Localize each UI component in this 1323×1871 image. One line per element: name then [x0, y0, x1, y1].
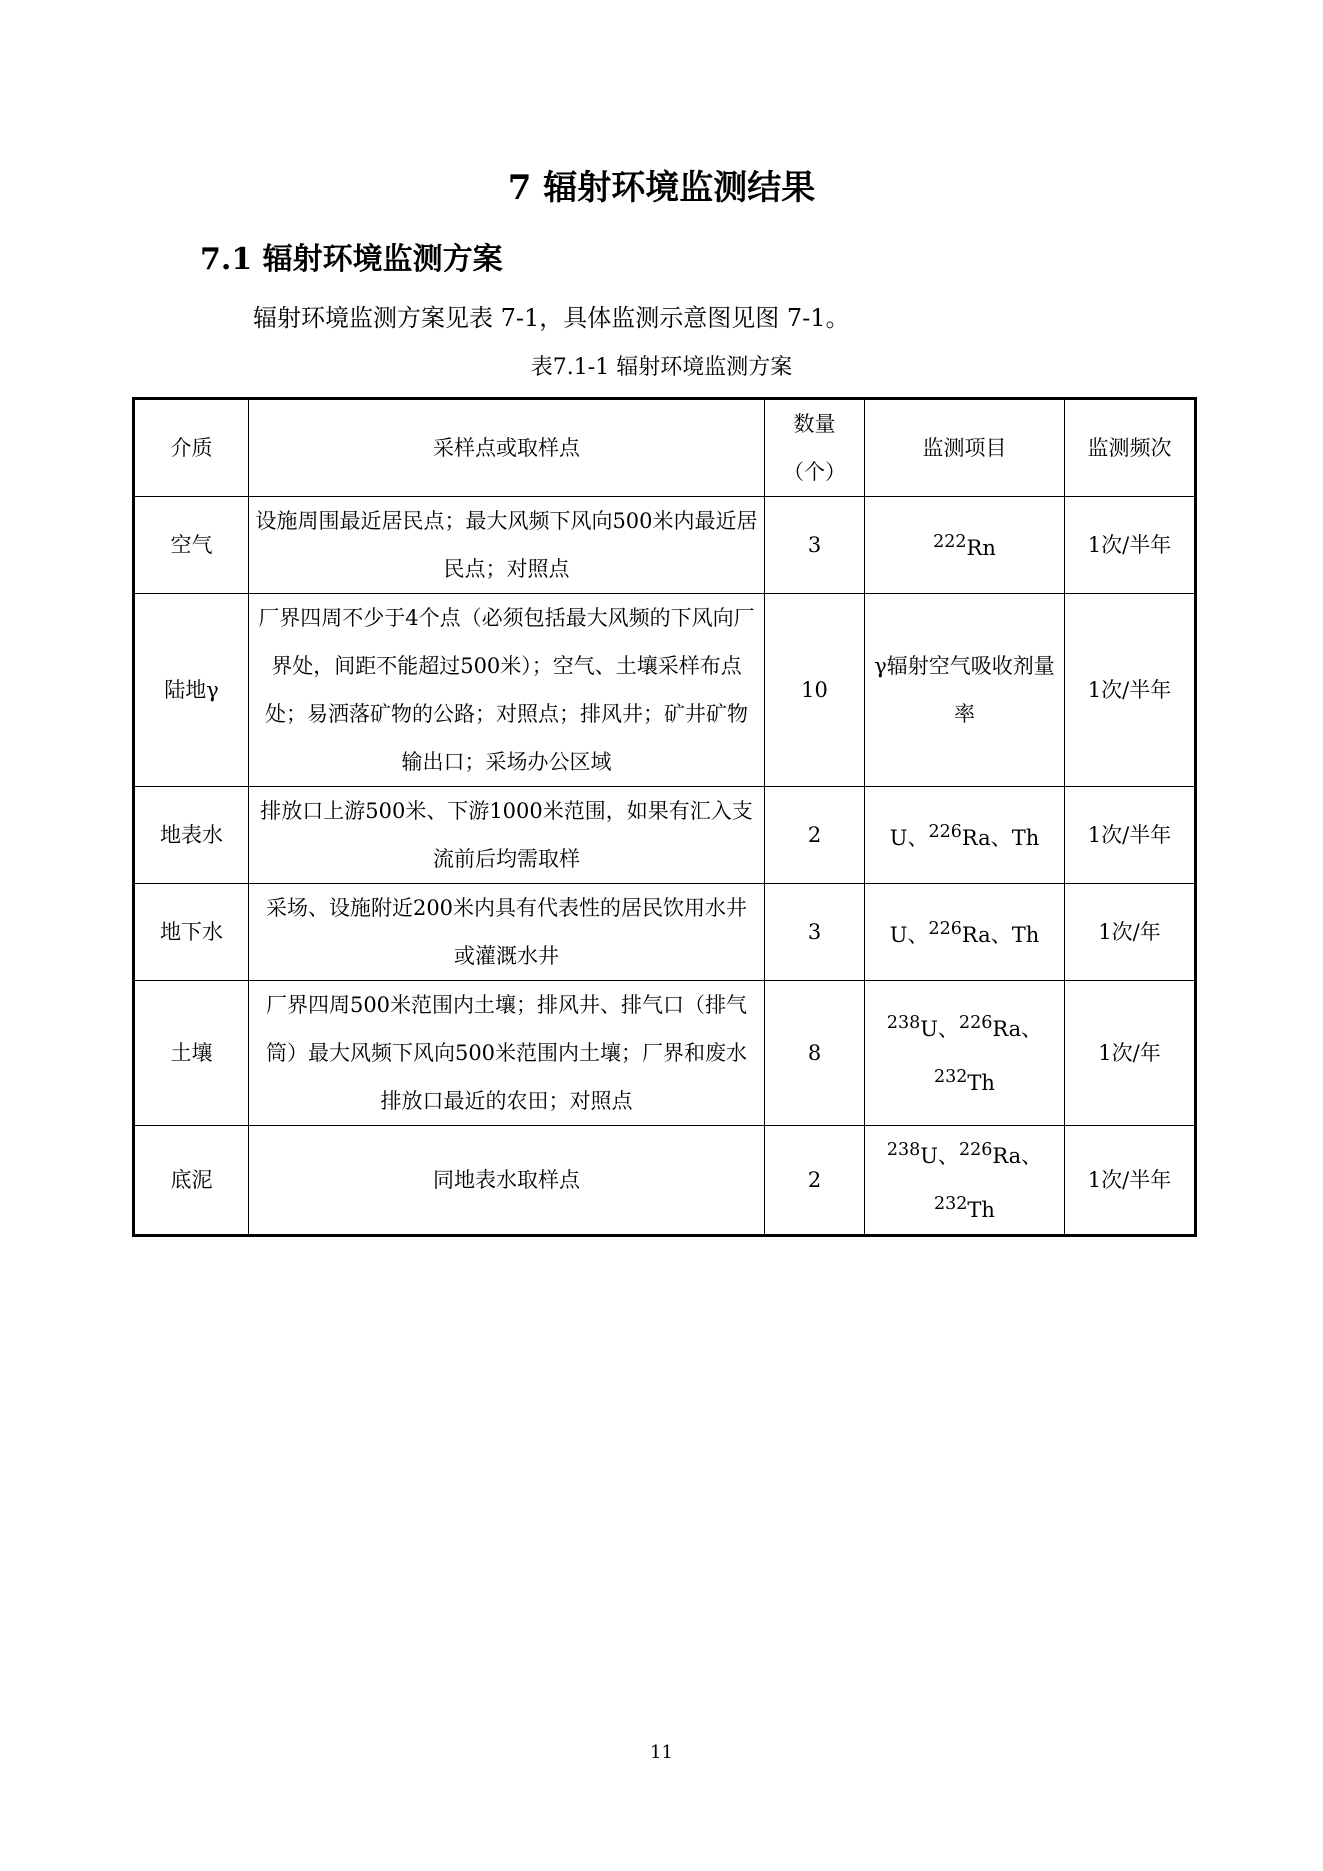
header-medium: 介质 — [134, 399, 249, 497]
isotope-mass: 226 — [928, 919, 962, 939]
cell-items — [865, 1126, 1065, 1236]
cell-quantity: 3 — [765, 497, 865, 594]
table-row — [134, 981, 1196, 1126]
cell-items — [865, 981, 1065, 1126]
cell-items — [865, 884, 1065, 981]
cell-frequency: 1次/半年 — [1065, 497, 1196, 594]
cell-items — [865, 787, 1065, 884]
monitoring-plan-table — [132, 397, 1197, 1237]
header-quantity-line1: 数量 — [793, 412, 836, 436]
header-frequency: 监测频次 — [1065, 399, 1196, 497]
item-text: U、 — [920, 1144, 959, 1168]
isotope-mass: 226 — [958, 1140, 993, 1160]
item-text: U、 — [920, 1017, 959, 1041]
isotope-mass: 222 — [933, 532, 967, 552]
table-caption: 表7.1-1 辐射环境监测方案 — [530, 355, 793, 380]
cell-points: 排放口上游500米、下游1000米范围，如果有汇入支流前后均需取样 — [249, 787, 765, 884]
section-heading: 7.1 辐射环境监测方案 — [200, 242, 503, 277]
table-row — [134, 787, 1196, 884]
cell-frequency: 1次/半年 — [1065, 1126, 1196, 1236]
item-text: Th — [967, 1198, 995, 1222]
table-row — [134, 497, 1196, 594]
cell-points: 同地表水取样点 — [249, 1126, 765, 1236]
cell-frequency: 1次/年 — [1065, 884, 1196, 981]
isotope-mass: 232 — [934, 1067, 968, 1087]
item-text: Ra、Th — [961, 923, 1040, 947]
item-text: Ra、 — [992, 1144, 1043, 1168]
header-quantity-line2: （个） — [783, 460, 846, 484]
intro-paragraph: 辐射环境监测方案见表 7-1，具体监测示意图见图 7-1。 — [253, 304, 850, 332]
table-row — [134, 884, 1196, 981]
isotope-mass: 232 — [934, 1194, 968, 1214]
isotope-mass: 238 — [886, 1013, 921, 1033]
isotope-mass: 238 — [886, 1140, 921, 1160]
cell-quantity: 10 — [765, 594, 865, 787]
header-monitoring-items: 监测项目 — [865, 399, 1065, 497]
item-text: U、 — [889, 923, 929, 947]
item-text: Ra、Th — [961, 826, 1040, 850]
item-text: Rn — [966, 536, 996, 560]
cell-medium: 地表水 — [134, 787, 249, 884]
cell-medium: 土壤 — [134, 981, 249, 1126]
cell-medium: 地下水 — [134, 884, 249, 981]
cell-quantity: 8 — [765, 981, 865, 1126]
cell-points: 厂界四周500米范围内土壤；排风井、排气口（排气 筒）最大风频下风向500米范围内土壤；厂界和废水 排放口最近的农田；对照点 — [249, 981, 765, 1126]
item-text: U、 — [889, 826, 929, 850]
isotope-mass: 226 — [958, 1013, 993, 1033]
cell-points: 采场、设施附近200米内具有代表性的居民饮用水井 或灌溉水井 — [249, 884, 765, 981]
isotope-mass: 226 — [928, 822, 962, 842]
header-sampling-points: 采样点或取样点 — [249, 399, 765, 497]
cell-points: 厂界四周不少于4个点（必须包括最大风频的下风向厂界处，间距不能超过500米）；空气、土壤采样布点处；易洒落矿物的公路；对照点；排风井；矿井矿物输出口；采场办公区域 — [249, 594, 765, 787]
cell-quantity: 2 — [765, 1126, 865, 1236]
table-row — [134, 1126, 1196, 1236]
cell-medium: 空气 — [134, 497, 249, 594]
cell-items — [865, 497, 1065, 594]
cell-quantity: 3 — [765, 884, 865, 981]
table-row — [134, 594, 1196, 787]
cell-medium: 陆地γ — [134, 594, 249, 787]
cell-frequency: 1次/半年 — [1065, 787, 1196, 884]
header-quantity — [765, 399, 865, 497]
item-text: Ra、 — [992, 1017, 1043, 1041]
cell-frequency: 1次/年 — [1065, 981, 1196, 1126]
cell-points: 设施周围最近居民点；最大风频下风向500米内最近居民点；对照点 — [249, 497, 765, 594]
chapter-heading: 7 辐射环境监测结果 — [507, 168, 816, 208]
cell-medium: 底泥 — [134, 1126, 249, 1236]
page-number: 11 — [650, 1742, 673, 1763]
item-text: Th — [967, 1071, 995, 1095]
cell-frequency: 1次/半年 — [1065, 594, 1196, 787]
cell-quantity: 2 — [765, 787, 865, 884]
cell-items: γ辐射空气吸收剂量率 — [865, 594, 1065, 787]
table-header-row — [134, 399, 1196, 497]
